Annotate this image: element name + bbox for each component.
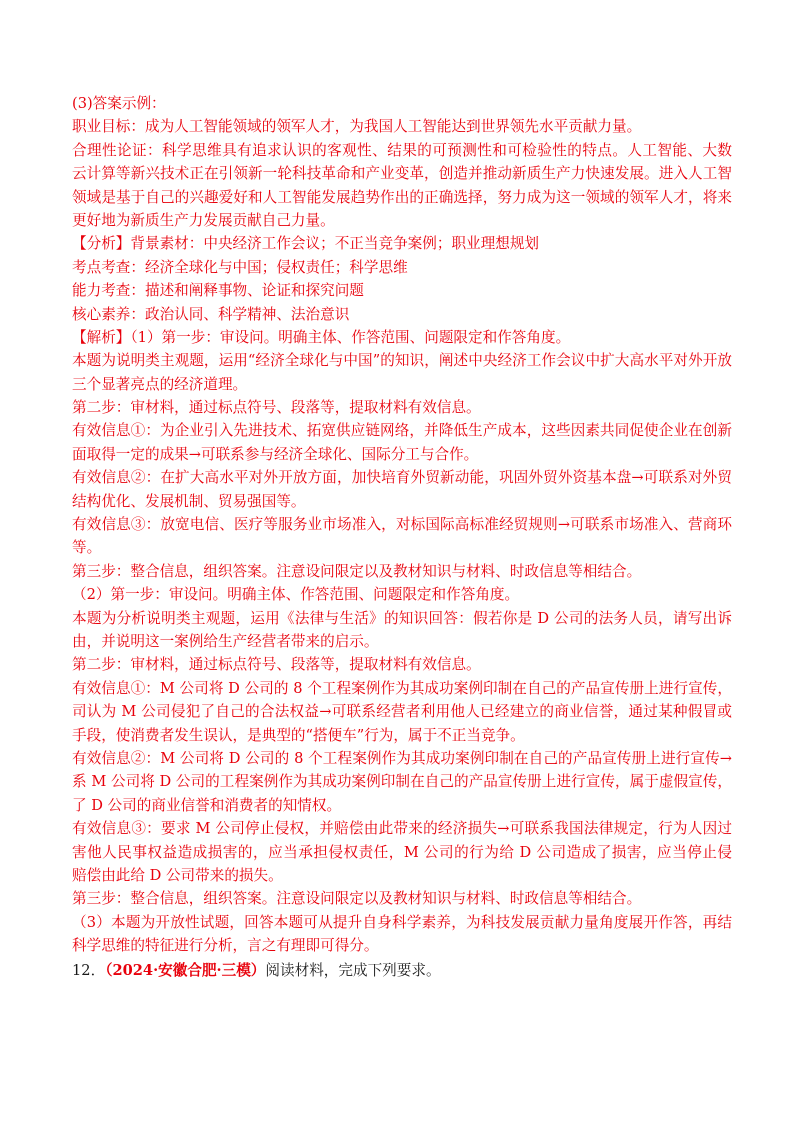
text-line: 由，并说明这一案例给生产经营者带来的启示。 xyxy=(72,632,379,650)
text-line: （2）第一步：审设问。明确主体、作答范围、问题限定和作答角度。 xyxy=(72,586,520,604)
text-line: 合理性论证：科学思维具有追求认识的客观性、结果的可预测性和可检验性的特点。人工智能、大数 xyxy=(72,141,732,159)
question-prompt: 阅读材料，完成下列要求。 xyxy=(265,962,441,980)
text-line: 手段，使消费者发生误认，是典型的“搭便车”行为，属于不正当竞争。 xyxy=(72,726,525,744)
text-line: 有效信息②：在扩大高水平对外开放方面，加快培育外贸新动能，巩固外贸外资基本盘→可联系对外贸 xyxy=(72,469,732,487)
question-source: （2024·安徽合肥·三模） xyxy=(105,962,266,980)
text-line: 有效信息①：M 公司将 D 公司的 8 个工程案例作为其成功案例印制在自己的产品宣传册上进行宣传， xyxy=(72,679,732,697)
text-line: 【分析】背景素材：中央经济工作会议；不正当竞争案例；职业理想规划 xyxy=(72,235,540,253)
text-line: 了 D 公司的商业信誉和消费者的知情权。 xyxy=(72,796,342,814)
text-line: 第二步：审材料，通过标点符号、段落等，提取材料有效信息。 xyxy=(72,399,481,417)
text-line: 考点考查：经济全球化与中国；侵权责任；科学思维 xyxy=(72,258,408,276)
text-line: 三个显著亮点的经济道理。 xyxy=(72,375,248,393)
document-page xyxy=(72,92,732,983)
text-line: 职业目标：成为人工智能领域的领军人才，为我国人工智能达到世界领先水平贡献力量。 xyxy=(72,118,642,136)
text-line: 第二步：审材料，通过标点符号、段落等，提取材料有效信息。 xyxy=(72,656,481,674)
text-line: 第三步：整合信息，组织答案。注意设问限定以及教材知识与材料、时政信息等相结合。 xyxy=(72,890,642,908)
text-line: 有效信息②：M 公司将 D 公司的 8 个工程案例作为其成功案例印制在自己的产品宣传册上进行宣传→ xyxy=(72,749,732,767)
text-line: 第三步：整合信息，组织答案。注意设问限定以及教材知识与材料、时政信息等相结合。 xyxy=(72,562,642,580)
text-line: 有效信息①：为企业引入先进技术、拓宽供应链网络，并降低生产成本，这些因素共同促使企业在创新 xyxy=(72,422,732,440)
text-line: 科学思维的特征进行分析，言之有理即可得分。 xyxy=(72,937,379,955)
text-line: 系 M 公司将 D 公司的工程案例作为其成功案例印制在自己的产品宣传册上进行宣传，属于虚假宣传， xyxy=(72,773,732,791)
text-line: 领域是基于自己的兴趣爱好和人工智能发展趋势作出的正确选择，努力成为这一领域的领军人才，将来 xyxy=(72,188,732,206)
text-line: 【解析】（1）第一步：审设问。明确主体、作答范围、问题限定和作答角度。 xyxy=(72,328,571,346)
text-line: 等。 xyxy=(72,539,102,557)
text-line: 司认为 M 公司侵犯了自己的合法权益→可联系经营者利用他人已经建立的商业信誉，通过某种假冒或 xyxy=(72,703,732,721)
text-line: (3)答案示例： xyxy=(72,95,166,112)
text-line: 结构优化、发展机制、贸易强国等。 xyxy=(72,492,306,510)
text-line: 害他人民事权益造成损害的，应当承担侵权责任，M 公司的行为给 D 公司造成了损害，应当停止侵 xyxy=(72,843,732,861)
text-line: 面取得一定的成果→可联系参与经济全球化、国际分工与合作。 xyxy=(72,445,479,463)
text-line: 本题为说明类主观题，运用“经济全球化与中国”的知识，阐述中央经济工作会议中扩大高水平对外开放 xyxy=(72,352,732,370)
text-line: （3）本题为开放性试题，回答本题可从提升自身科学素养，为科技发展贡献力量角度展开作答，再结 xyxy=(72,913,732,931)
answer-explanation-block xyxy=(72,92,732,957)
text-line: 核心素养：政治认同、科学精神、法治意识 xyxy=(72,305,350,323)
text-line: 能力考查：描述和阐释事物、论证和探究问题 xyxy=(72,282,364,300)
question-number: 12． xyxy=(72,962,106,980)
text-line: 本题为分析说明类主观题，运用《法律与生活》的知识回答：假若你是 D 公司的法务人员，请写出诉 xyxy=(72,609,732,627)
text-line: 有效信息③：放宽电信、医疗等服务业市场准入，对标国际高标准经贸规则→可联系市场准入、营商环 xyxy=(72,516,732,534)
question-12-line xyxy=(72,959,732,982)
text-line: 有效信息③：要求 M 公司停止侵权，并赔偿由此带来的经济损失→可联系我国法律规定，行为人因过 xyxy=(72,820,732,838)
text-line: 更好地为新质生产力发展贡献自己力量。 xyxy=(72,211,335,229)
text-line: 赔偿由此给 D 公司带来的损失。 xyxy=(72,866,283,884)
text-line: 云计算等新兴技术正在引领新一轮科技革命和产业变革，创造并推动新质生产力快速发展。进入人工智 xyxy=(72,165,732,183)
